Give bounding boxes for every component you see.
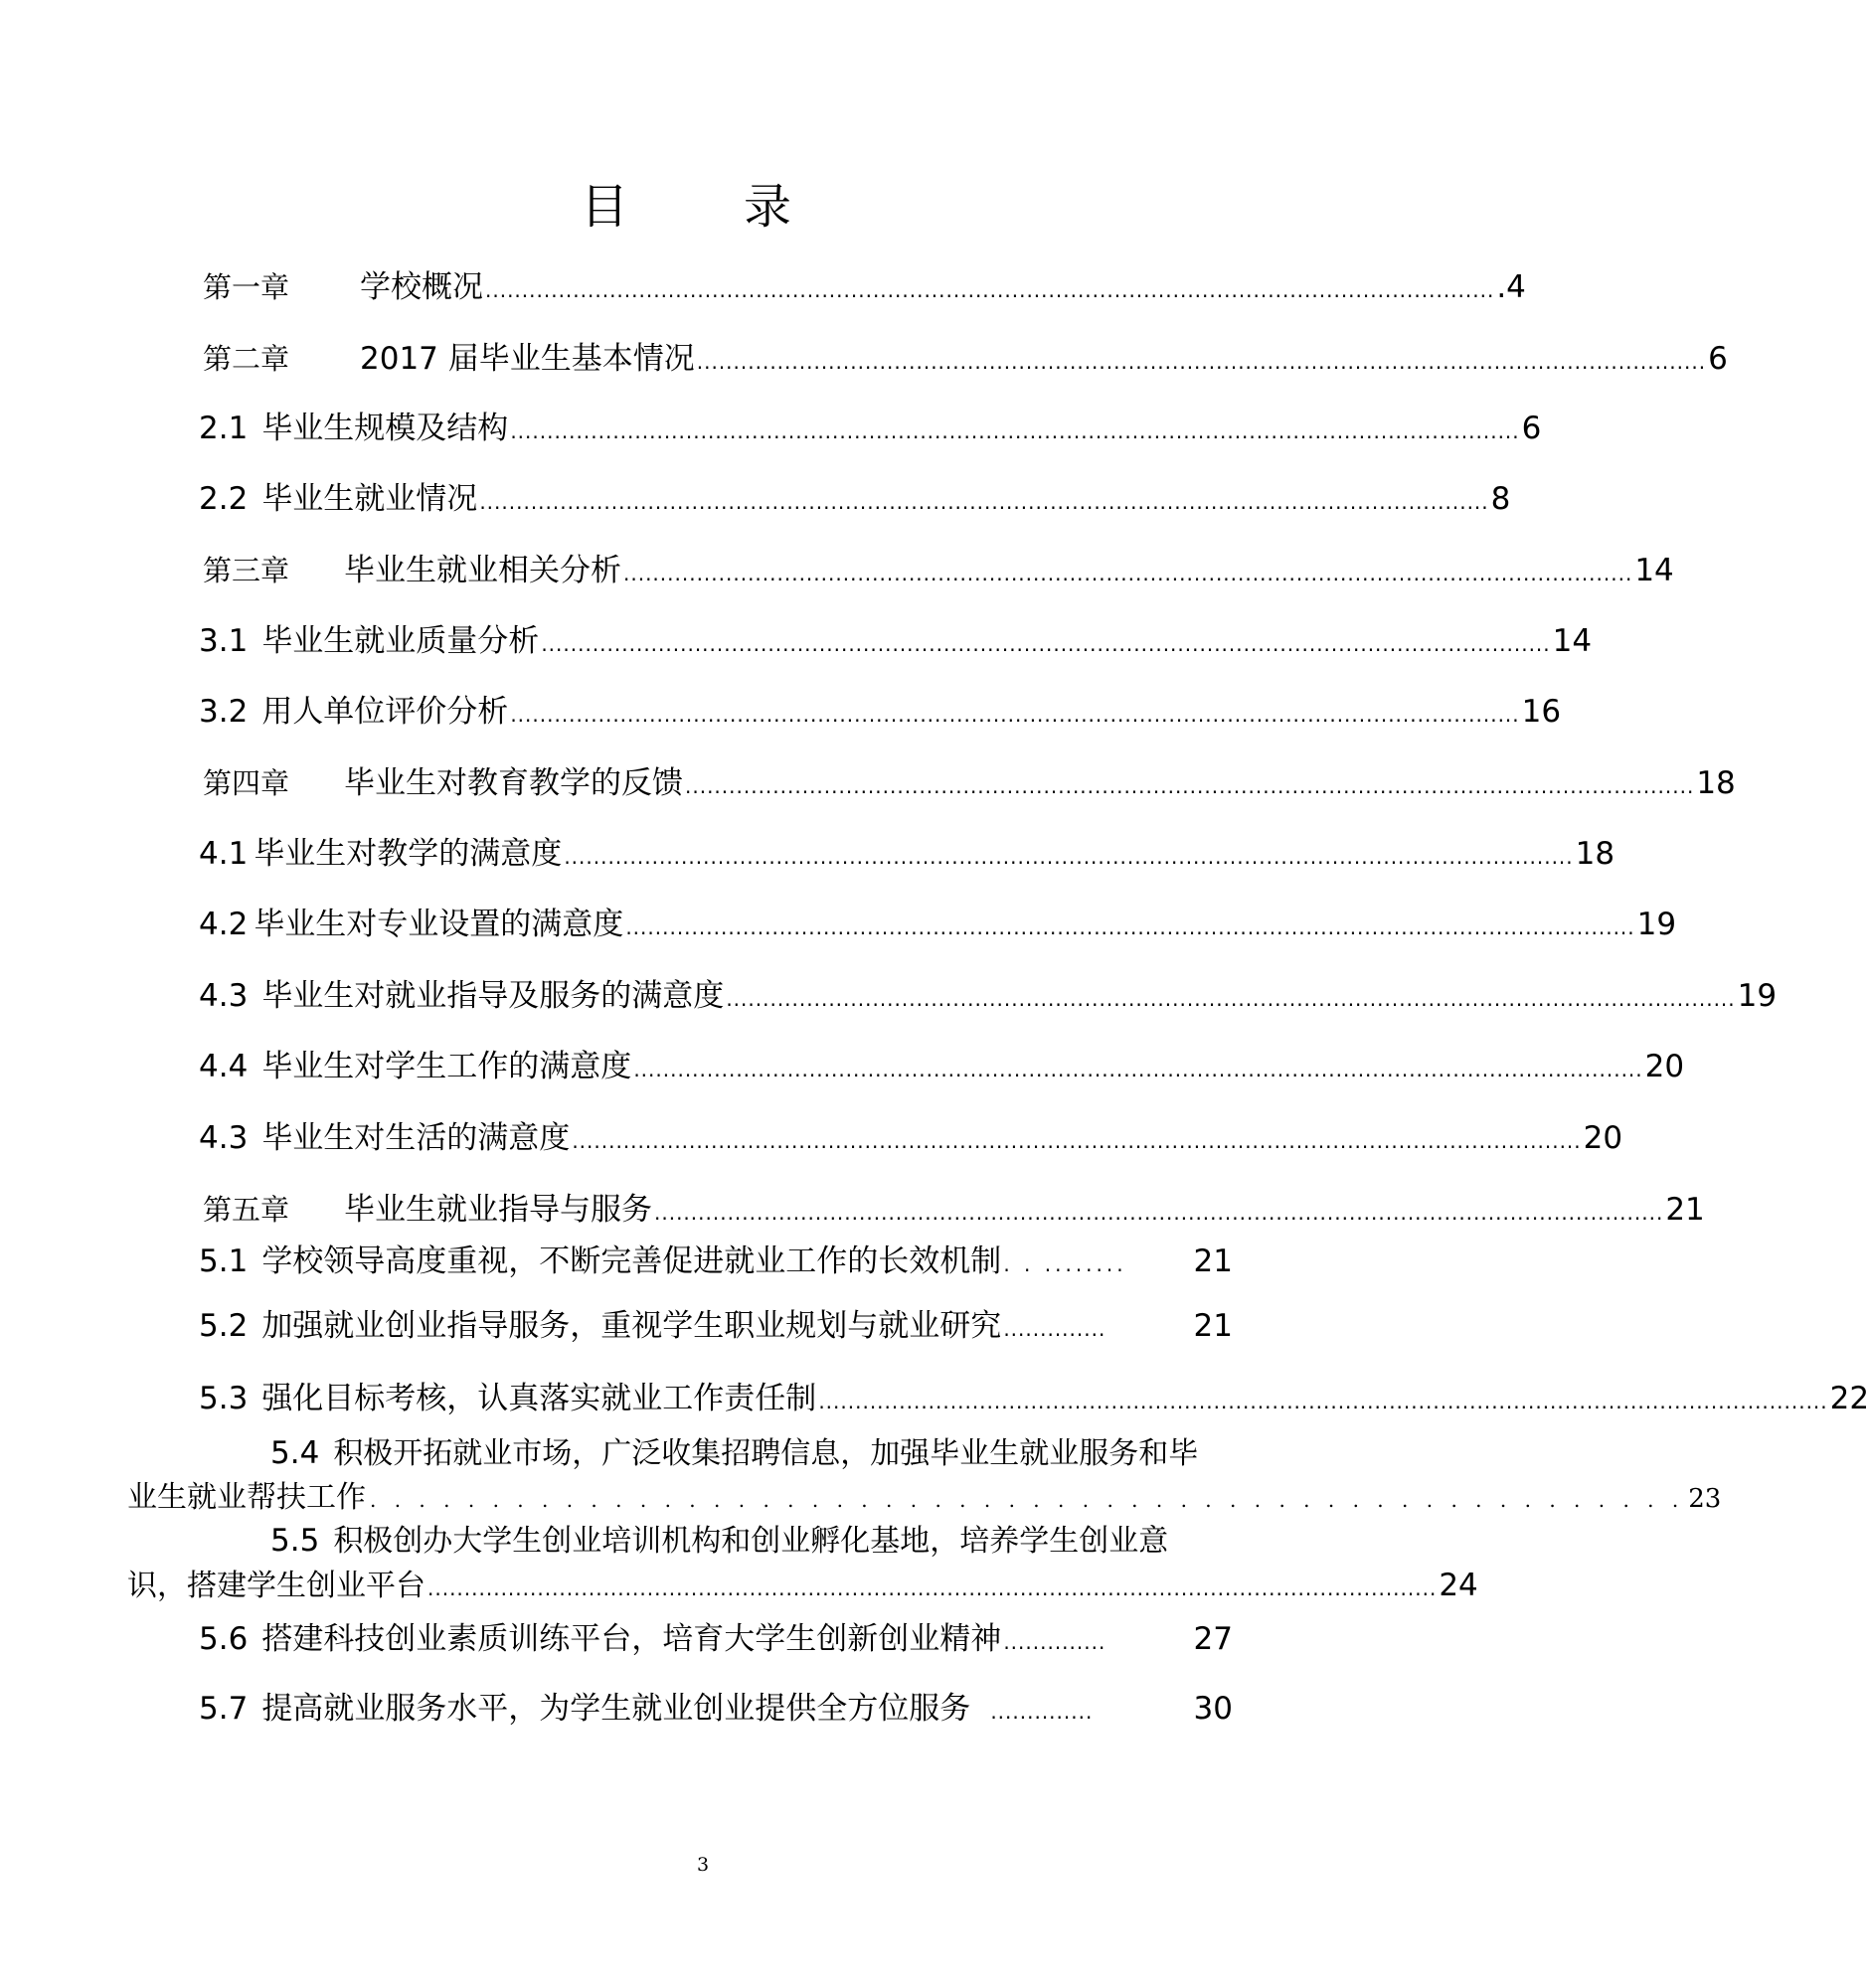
dot-leader: .......................................................................................................................................... [479, 490, 1489, 514]
dot-leader: .......................................................................................................................................... [485, 278, 1495, 302]
toc-entry-number: 2.1 [199, 411, 249, 446]
toc-entry-page: 14 [1552, 623, 1593, 659]
toc-entry-label: 毕业生对教学的满意度 [254, 836, 563, 872]
dot-leader: .......................................................................................................................................... [427, 1576, 1438, 1600]
toc-entry-3-1[interactable] [199, 620, 1593, 662]
toc-entry-number: 5.2 [199, 1308, 249, 1344]
toc-entry-label: 学校概况 [360, 269, 483, 305]
toc-entry-5-7[interactable] [199, 1688, 1233, 1730]
toc-entry-chapter-1[interactable] [203, 266, 1526, 308]
toc-entry-label: 2017 届毕业生基本情况 [360, 341, 695, 377]
toc-entry-number: 4.3 [199, 1120, 249, 1156]
toc-entry-chapter-4[interactable] [203, 762, 1736, 804]
toc-entry-number: 5.1 [199, 1243, 249, 1279]
dot-leader: .......................................................................................................................................... [625, 915, 1635, 939]
dot-leader: .......................................................................................................................................... [623, 562, 1633, 585]
toc-entry-page: 14 [1634, 553, 1674, 588]
toc-entry-number: 第四章 [203, 766, 290, 800]
dot-leader: .......................................................................................................................................... [541, 632, 1551, 656]
toc-entry-page: 6 [1708, 341, 1728, 377]
toc-entry-page: 23 [1688, 1484, 1722, 1514]
toc-entry-page: 18 [1696, 765, 1736, 801]
toc-entry-label: 毕业生对就业指导及服务的满意度 [261, 978, 725, 1014]
toc-entry-page: 27 [1193, 1621, 1233, 1657]
toc-entry-page: 21 [1193, 1243, 1233, 1279]
toc-entry-number: 4.2 [199, 907, 249, 942]
toc-entry-page: 21 [1665, 1192, 1705, 1228]
dot-leader: .......................................................................................................................................... [726, 987, 1736, 1011]
dot-leader: .......................................................................................................................................... [564, 845, 1574, 869]
toc-entry-label: 毕业生对生活的满意度 [261, 1120, 571, 1156]
toc-entry-page: 19 [1737, 978, 1778, 1014]
toc-entry-5-1[interactable] [199, 1241, 1233, 1282]
toc-entry-4-1[interactable] [199, 833, 1615, 875]
toc-entry-number: 第三章 [203, 554, 290, 587]
toc-entry-label: 学校领导高度重视，不断完善促进就业工作的长效机制 [261, 1243, 1002, 1279]
dot-leader: .......................................................................................................................................... [633, 1058, 1643, 1081]
toc-entry-5-2[interactable] [199, 1305, 1233, 1347]
toc-entry-page: 20 [1644, 1049, 1685, 1084]
toc-entry-number: 5.5 [270, 1523, 320, 1559]
toc-entry-number: 第二章 [203, 342, 290, 376]
dot-leader: .......................................................................................................................................... [654, 1201, 1664, 1225]
toc-entry-label-line2: 业生就业帮扶工作 [127, 1480, 366, 1515]
toc-entry-5-6[interactable] [199, 1618, 1233, 1660]
toc-entry-label: 用人单位评价分析 [261, 694, 509, 730]
toc-entry-number: 4.4 [199, 1049, 249, 1084]
dot-leader: .......................................................................................................................................... [510, 419, 1520, 443]
toc-entry-3-2[interactable] [199, 691, 1562, 733]
toc-entry-label: 毕业生对学生工作的满意度 [261, 1049, 632, 1084]
toc-entry-label: 毕业生就业情况 [261, 481, 478, 517]
toc-entry-5-4[interactable] [127, 1431, 1722, 1522]
toc-entry-number: 3.1 [199, 623, 249, 659]
toc-entry-label: 毕业生规模及结构 [261, 411, 509, 446]
toc-entry-4-3[interactable] [199, 975, 1778, 1017]
toc-entry-number: 4.3 [199, 978, 249, 1014]
dot-leader: .......................................................................................................................................... [510, 703, 1520, 727]
toc-entry-4-2[interactable] [199, 904, 1677, 945]
toc-entry-label: 毕业生对教育教学的反馈 [344, 765, 683, 801]
toc-entry-number: 3.2 [199, 694, 249, 730]
toc-entry-label: 提高就业服务水平，为学生就业创业提供全方位服务 [261, 1691, 971, 1727]
dot-leader: . . ........ [1003, 1252, 1127, 1276]
toc-entry-page: 24 [1439, 1568, 1478, 1603]
toc-entry-page: 19 [1636, 907, 1677, 942]
toc-entry-page: 16 [1521, 694, 1562, 730]
toc-entry-label: 毕业生就业质量分析 [261, 623, 540, 659]
toc-entry-page: 20 [1583, 1120, 1623, 1156]
dot-leader: .............. [1003, 1317, 1106, 1341]
toc-entry-label: 强化目标考核，认真落实就业工作责任制 [261, 1381, 817, 1416]
toc-entry-page: 30 [1193, 1691, 1233, 1727]
toc-entry-label-line1: 积极开拓就业市场，广泛收集招聘信息，加强毕业生就业服务和毕 [333, 1436, 1199, 1471]
toc-entry-2-2[interactable] [199, 478, 1511, 520]
toc-entry-2-1[interactable] [199, 408, 1542, 449]
toc-entry-5-3[interactable] [199, 1378, 1869, 1419]
toc-entry-5-5[interactable] [127, 1519, 1478, 1610]
toc-entry-number: 第一章 [203, 270, 290, 304]
toc-entry-4-3-life[interactable] [199, 1117, 1623, 1159]
toc-entry-page: 21 [1193, 1308, 1233, 1344]
toc-entry-page: 22 [1829, 1381, 1869, 1416]
toc-entry-page: 8 [1490, 481, 1511, 517]
dot-leader: .......................................................................................................................................... [572, 1129, 1582, 1153]
dot-leader: .......................................................................................................................................... [696, 350, 1707, 374]
toc-entry-label-line1: 积极创办大学生创业培训机构和创业孵化基地，培养学生创业意 [333, 1524, 1169, 1559]
toc-entry-number: 2.2 [199, 481, 249, 517]
dot-leader: .............. [1003, 1630, 1106, 1654]
toc-entry-page: 6 [1521, 411, 1542, 446]
toc-entry-label: 搭建科技创业素质训练平台，培育大学生创新创业精神 [261, 1621, 1002, 1657]
toc-entry-number: 5.4 [270, 1435, 320, 1471]
toc-entry-number: 5.7 [199, 1691, 249, 1727]
dot-leader: . . . . . . . . . . . . . . . . . . . . . . . . . . . . . . . . . . . . . . . . . . . . . . . . . . . . . . [370, 1488, 1685, 1512]
toc-entry-label: 毕业生就业相关分析 [344, 553, 621, 588]
toc-entry-number: 4.1 [199, 836, 249, 872]
toc-entry-4-4[interactable] [199, 1046, 1685, 1087]
toc-entry-chapter-3[interactable] [203, 550, 1674, 591]
page-number: 3 [696, 1854, 710, 1876]
toc-title: 目 录 [580, 179, 825, 235]
toc-entry-page: 18 [1575, 836, 1615, 872]
toc-entry-label: 毕业生对专业设置的满意度 [254, 907, 624, 942]
dot-leader: .............. [990, 1700, 1094, 1724]
dot-leader: .......................................................................................................................................... [818, 1390, 1828, 1413]
dot-leader: .......................................................................................................................................... [685, 774, 1695, 798]
toc-entry-label: 毕业生就业指导与服务 [344, 1192, 652, 1228]
toc-entry-label-line2: 识，搭建学生创业平台 [127, 1569, 425, 1603]
toc-entry-page: .4 [1496, 269, 1526, 305]
toc-entry-chapter-2[interactable] [203, 338, 1728, 380]
toc-entry-number: 第五章 [203, 1193, 290, 1227]
toc-entry-label: 加强就业创业指导服务，重视学生职业规划与就业研究 [261, 1308, 1002, 1344]
toc-entry-number: 5.6 [199, 1621, 249, 1657]
toc-entry-chapter-5[interactable] [203, 1189, 1705, 1231]
toc-entry-number: 5.3 [199, 1381, 249, 1416]
